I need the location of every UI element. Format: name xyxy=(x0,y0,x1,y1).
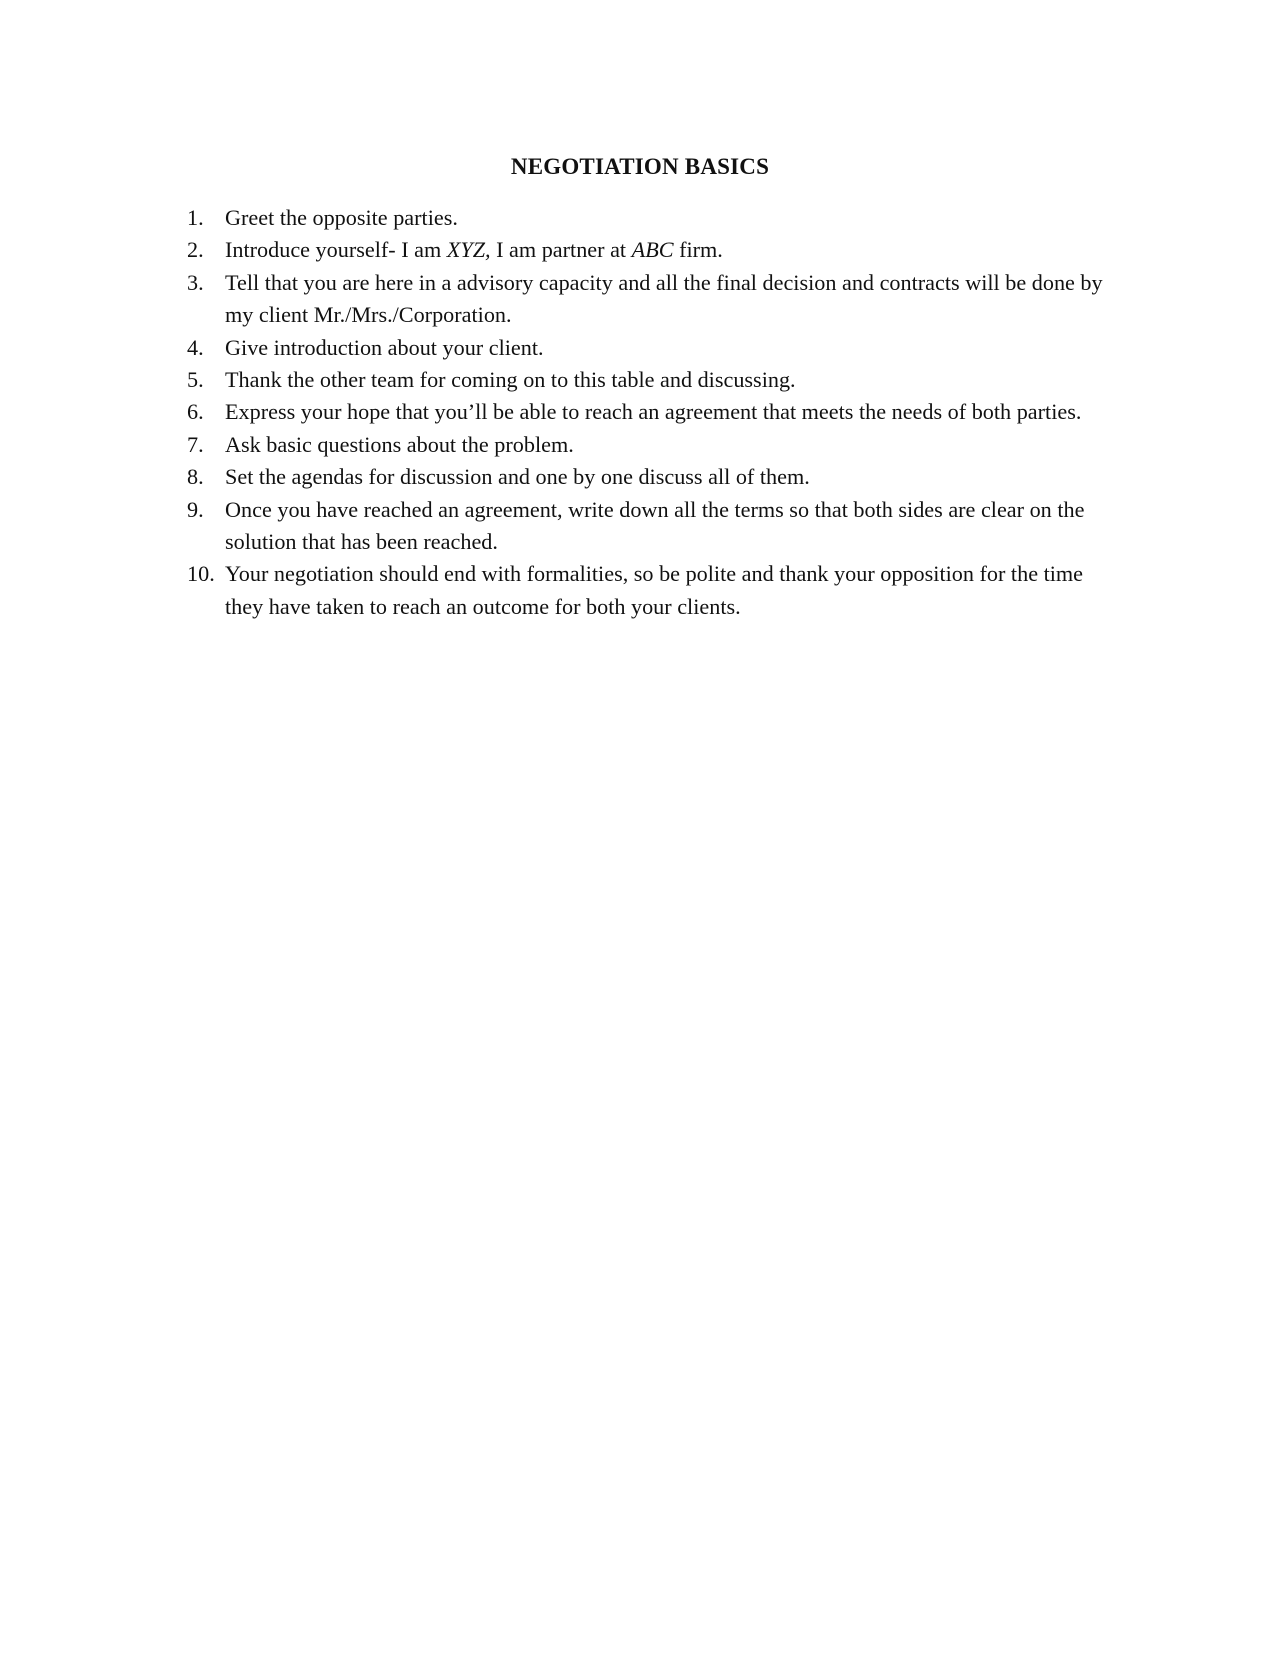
text-run: Set the agendas for discussion and one by one discuss all of them. xyxy=(225,464,810,490)
text-run: Give introduction about your client. xyxy=(225,334,544,360)
list-item-text xyxy=(225,335,544,360)
list-item xyxy=(187,267,1117,332)
list-item-text xyxy=(225,432,574,457)
text-run: Thank the other team for coming on to this table and discussing. xyxy=(225,367,796,393)
text-run: Your negotiation should end with formalities, so be polite and thank your opposition for the time they have taken to reach an outcome for both your clients. xyxy=(225,561,1084,619)
list-item xyxy=(187,461,1117,493)
list-item-text xyxy=(225,270,1103,327)
list-item-text xyxy=(225,464,810,489)
list-item-number: 4. xyxy=(187,334,204,360)
list-item-number: 6. xyxy=(187,399,204,425)
list-item-text xyxy=(225,497,1084,554)
list-item xyxy=(187,429,1117,461)
italic-text: XYZ, xyxy=(446,237,491,263)
text-run: Tell that you are here in a advisory capacity and all the final decision and contracts will be done by my client Mr./Mrs./Corporation. xyxy=(225,269,1103,328)
list-item xyxy=(187,364,1117,396)
italic-text: ABC xyxy=(631,237,674,263)
text-run: Express your hope that you’ll be able to reach an agreement that meets the needs of both parties. xyxy=(225,399,1082,425)
list-item-number: 1. xyxy=(187,205,204,230)
list-item-text xyxy=(225,237,723,262)
numbered-list xyxy=(187,202,1117,623)
list-item-number: 10. xyxy=(187,561,215,587)
list-item xyxy=(187,332,1117,364)
text-run: Ask basic questions about the problem. xyxy=(225,431,574,457)
list-item xyxy=(187,202,1117,234)
document-title: NEGOTIATION BASICS xyxy=(510,154,770,179)
list-item-number: 2. xyxy=(187,237,204,263)
list-item xyxy=(187,558,1117,623)
text-run: firm. xyxy=(673,237,723,263)
text-run: Introduce yourself- I am xyxy=(225,237,447,263)
list-item xyxy=(187,494,1117,559)
text-run: I am partner at xyxy=(490,237,632,263)
list-item-number: 9. xyxy=(187,496,204,522)
list-item xyxy=(187,396,1117,428)
list-item xyxy=(187,234,1117,266)
text-run: Once you have reached an agreement, write down all the terms so that both sides are clear on the solution that has been reached. xyxy=(225,496,1085,555)
list-item-number: 5. xyxy=(187,367,204,393)
list-item-text xyxy=(225,205,458,230)
list-item-text xyxy=(225,399,1081,424)
list-item-number: 3. xyxy=(187,269,204,295)
list-item-number: 7. xyxy=(187,431,204,457)
list-item-text xyxy=(225,561,1083,618)
list-item-text xyxy=(225,367,796,392)
text-run: Greet the opposite parties. xyxy=(225,205,458,230)
list-item-number: 8. xyxy=(187,464,204,490)
